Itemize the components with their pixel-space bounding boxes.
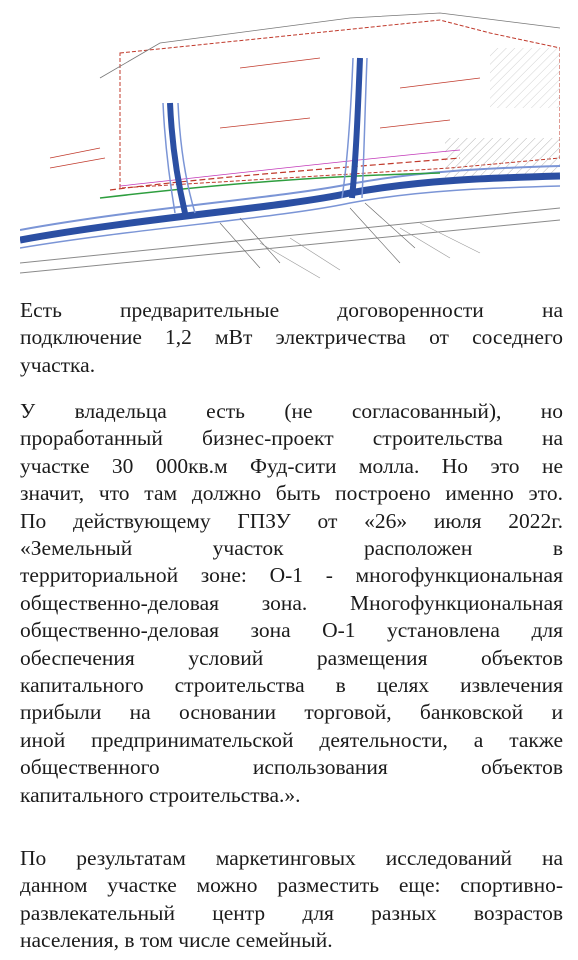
paragraph-business-project — [20, 398, 563, 809]
text-line: обеспечения условий размещения объектов — [20, 645, 563, 670]
leader-line — [240, 218, 280, 263]
paragraph-marketing — [20, 845, 563, 955]
main-road — [20, 176, 560, 240]
text-line: По действующему ГПЗУ от «26» июля 2022г. — [20, 508, 563, 533]
text-line: прибыли на основании торговой, банковской и — [20, 700, 563, 725]
text-line: Есть предварительные договоренности на — [20, 298, 563, 322]
right-access-road-edge-2 — [362, 58, 367, 198]
text-line: общественно-деловая зона. Многофункциональная — [20, 590, 563, 615]
leader-line — [220, 223, 260, 268]
leader-line — [365, 203, 415, 248]
hatched-block-2 — [490, 48, 560, 108]
text-line: подключение 1,2 мВт электричества от соседнего — [20, 325, 563, 350]
paragraph-electricity — [20, 297, 563, 379]
text-line: участке 30 000кв.м Фуд-сити молла. Но это не — [20, 453, 563, 478]
text-line: участка. — [20, 352, 96, 377]
hatched-block — [445, 138, 560, 178]
text-line: населения, в том числе семейный. — [20, 928, 333, 953]
text-line: У владельца есть (не согласованный), но — [20, 399, 563, 423]
text-line: данном участке можно разместить еще: спортивно- — [20, 873, 563, 898]
text-line: территориальной зоне: О-1 - многофункциональная — [20, 563, 563, 588]
text-line: «Земельный участок расположен в — [20, 536, 563, 561]
site-plan-drawing — [20, 8, 560, 286]
text-line: общественного использования объектов — [20, 755, 563, 780]
text-line: общественно-деловая зона О-1 установлена для — [20, 618, 563, 643]
annotation-marks — [50, 58, 480, 168]
text-line: иной предпринимательской деятельности, а также — [20, 727, 563, 752]
site-plan-figure — [20, 8, 560, 286]
text-line: капитального строительства в целях извлечения — [20, 673, 563, 698]
text-line: развлекательный центр для разных возрастов — [20, 900, 563, 925]
text-line: По результатам маркетинговых исследований на — [20, 846, 563, 870]
text-line: проработанный бизнес-проект строительства на — [20, 426, 563, 451]
leader-line — [350, 208, 400, 263]
right-access-road — [352, 58, 360, 198]
text-line: капитального строительства.». — [20, 782, 301, 807]
text-line: значит, что там должно быть построено именно это. — [20, 481, 563, 506]
